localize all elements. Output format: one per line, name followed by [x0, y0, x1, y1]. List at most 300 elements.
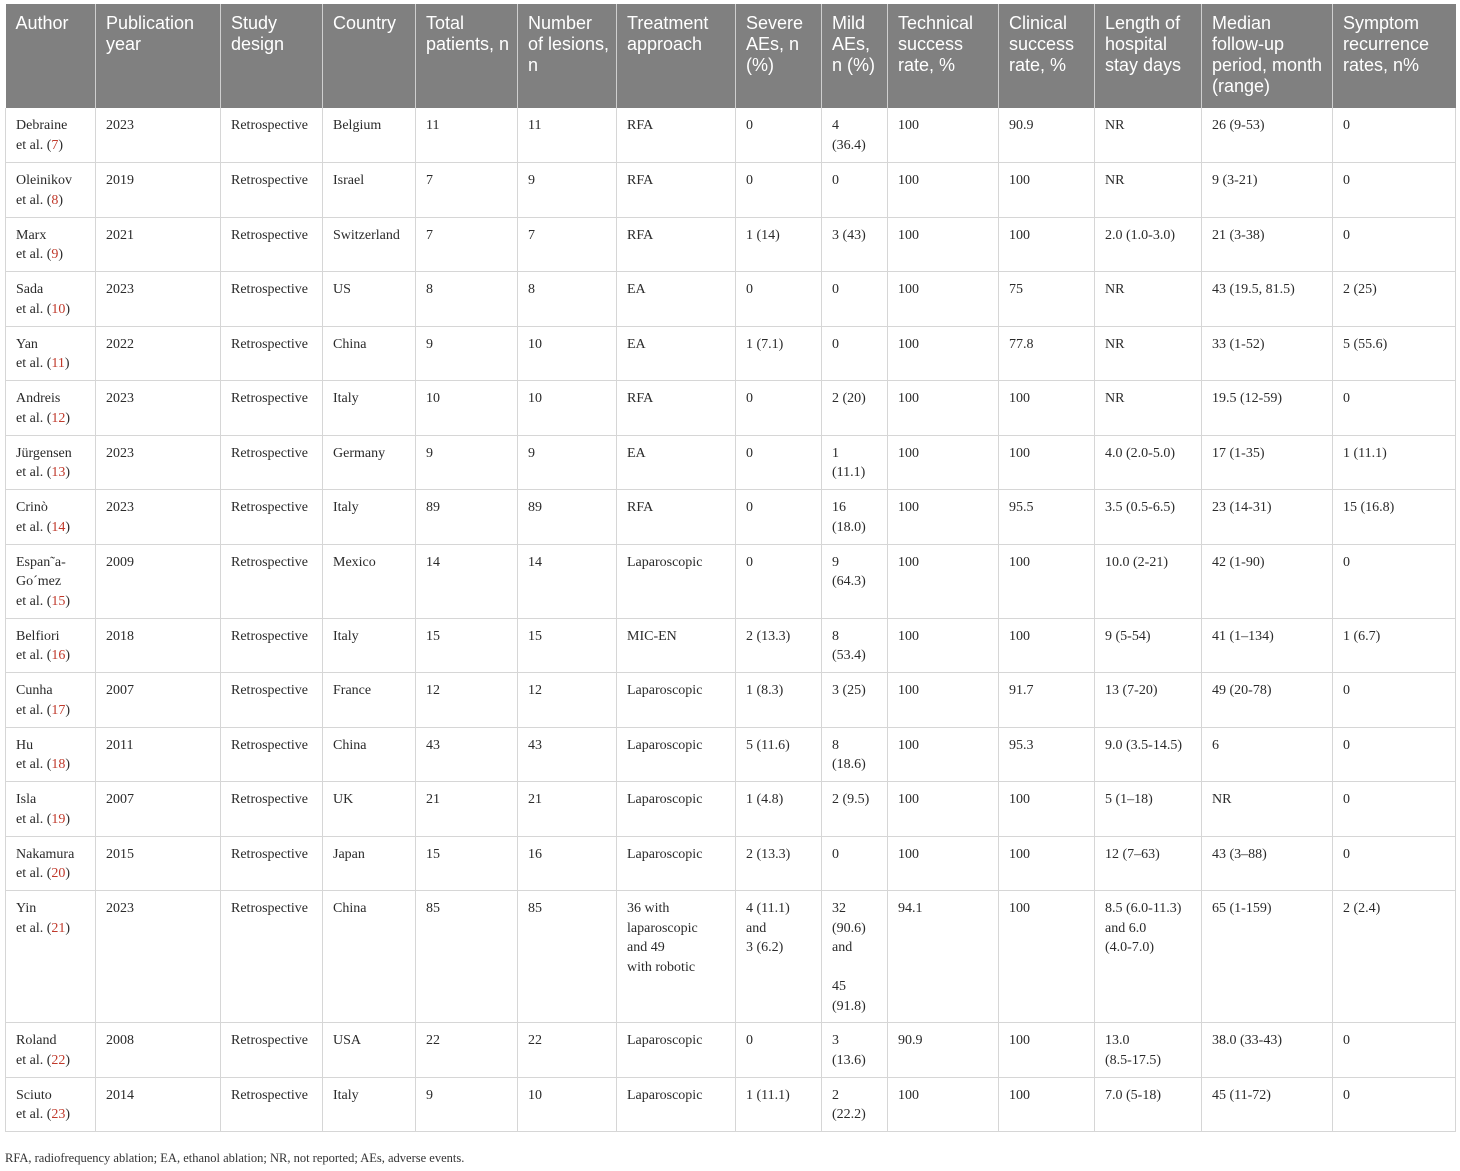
- cell-design: Retrospective: [221, 1077, 323, 1132]
- author-name: Belfiori: [16, 628, 60, 644]
- cell-author: Yin et al. (21): [6, 891, 96, 1023]
- cell-stay: 13.0 (8.5-17.5): [1095, 1023, 1202, 1078]
- cell-author: Jürgensen et al. (13): [6, 435, 96, 490]
- reference-link[interactable]: 11: [51, 356, 65, 371]
- cell-stay: 12 (7–63): [1095, 836, 1202, 891]
- cell-technical: 90.9: [888, 1023, 999, 1078]
- cell-followup: 65 (1-159): [1202, 891, 1333, 1023]
- cell-treatment: MIC-EN: [617, 618, 736, 673]
- cell-author: Espan˜a- Go´mez et al. (15): [6, 544, 96, 618]
- table-row: [6, 381, 1456, 436]
- reference-link[interactable]: 9: [51, 247, 59, 262]
- table-row: [6, 490, 1456, 545]
- cell-year: 2007: [96, 673, 221, 728]
- cell-year: 2018: [96, 618, 221, 673]
- cell-recurrence: 0: [1333, 108, 1456, 163]
- cell-patients: 11: [416, 108, 518, 163]
- author-etal: et al. (: [16, 593, 52, 609]
- cell-followup: 9 (3-21): [1202, 163, 1333, 218]
- cell-design: Retrospective: [221, 544, 323, 618]
- cell-author: Crinò et al. (14): [6, 490, 96, 545]
- cell-clinical: 100: [999, 618, 1095, 673]
- cell-author: Isla et al. (19): [6, 782, 96, 837]
- reference-link[interactable]: 7: [51, 137, 59, 153]
- table-row: [6, 1023, 1456, 1078]
- header-study-design: Study design: [221, 4, 323, 108]
- table-row: [6, 163, 1456, 218]
- cell-treatment: Laparoscopic: [617, 782, 736, 837]
- cell-clinical: 100: [999, 163, 1095, 218]
- cell-year: 2023: [96, 272, 221, 327]
- cell-year: 2023: [96, 490, 221, 545]
- cell-patients: 85: [416, 891, 518, 1023]
- cell-lesions: 16: [518, 836, 617, 891]
- cell-followup: 43 (3–88): [1202, 836, 1333, 891]
- cell-mild: 0: [822, 326, 888, 381]
- author-etal: et al. (: [16, 648, 52, 663]
- cell-mild: 3 (25): [822, 673, 888, 728]
- cell-recurrence: 15 (16.8): [1333, 490, 1456, 545]
- cell-patients: 9: [416, 435, 518, 490]
- reference-link[interactable]: 10: [51, 301, 66, 317]
- cell-technical: 100: [888, 217, 999, 272]
- cell-patients: 43: [416, 727, 518, 782]
- cell-author: Andreis et al. (12): [6, 381, 96, 436]
- cell-country: Italy: [323, 618, 416, 673]
- cell-author: Oleinikov et al. (8): [6, 163, 96, 218]
- cell-treatment: RFA: [617, 108, 736, 163]
- cell-followup: 17 (1-35): [1202, 435, 1333, 490]
- cell-lesions: 8: [518, 272, 617, 327]
- author-name: Crinò: [16, 500, 48, 515]
- author-name: Andreis: [16, 391, 61, 406]
- cell-clinical: 100: [999, 1077, 1095, 1132]
- header-severe-aes: Severe AEs, n (%): [736, 4, 822, 108]
- cell-technical: 100: [888, 163, 999, 218]
- table-row: [6, 544, 1456, 618]
- cell-followup: 26 (9-53): [1202, 108, 1333, 163]
- reference-link[interactable]: 12: [51, 410, 66, 426]
- header-clinical-success: Clinical success rate, %: [999, 4, 1095, 108]
- cell-mild: 0: [822, 836, 888, 891]
- reference-link[interactable]: 18: [51, 757, 66, 772]
- cell-treatment: Laparoscopic: [617, 673, 736, 728]
- cell-country: France: [323, 673, 416, 728]
- cell-followup: 21 (3-38): [1202, 217, 1333, 272]
- cell-year: 2011: [96, 727, 221, 782]
- cell-severe: 0: [736, 544, 822, 618]
- cell-stay: 8.5 (6.0-11.3) and 6.0 (4.0-7.0): [1095, 891, 1202, 1023]
- cell-stay: 5 (1–18): [1095, 782, 1202, 837]
- cell-followup: 23 (14-31): [1202, 490, 1333, 545]
- cell-clinical: 77.8: [999, 326, 1095, 381]
- cell-recurrence: 0: [1333, 1023, 1456, 1078]
- author-etal: et al. (: [16, 920, 52, 936]
- cell-followup: 19.5 (12-59): [1202, 381, 1333, 436]
- cell-country: Israel: [323, 163, 416, 218]
- cell-patients: 14: [416, 544, 518, 618]
- cell-design: Retrospective: [221, 618, 323, 673]
- cell-year: 2015: [96, 836, 221, 891]
- cell-technical: 100: [888, 108, 999, 163]
- cell-author: Nakamura et al. (20): [6, 836, 96, 891]
- cell-lesions: 7: [518, 217, 617, 272]
- cell-recurrence: 0: [1333, 163, 1456, 218]
- cell-treatment: 36 with laparoscopic and 49 with robotic: [617, 891, 736, 1023]
- author-name: Hu: [16, 737, 34, 753]
- table-row: [6, 836, 1456, 891]
- cell-mild: 16 (18.0): [822, 490, 888, 545]
- cell-country: China: [323, 727, 416, 782]
- table-row: [6, 326, 1456, 381]
- cell-country: China: [323, 891, 416, 1023]
- cell-year: 2014: [96, 1077, 221, 1132]
- cell-lesions: 22: [518, 1023, 617, 1078]
- study-characteristics-table: [5, 4, 1456, 1132]
- cell-lesions: 14: [518, 544, 617, 618]
- cell-lesions: 21: [518, 782, 617, 837]
- cell-mild: 8 (18.6): [822, 727, 888, 782]
- cell-stay: NR: [1095, 381, 1202, 436]
- header-technical-success: Technical success rate, %: [888, 4, 999, 108]
- cell-stay: 3.5 (0.5-6.5): [1095, 490, 1202, 545]
- cell-technical: 100: [888, 544, 999, 618]
- cell-clinical: 100: [999, 1023, 1095, 1078]
- reference-link[interactable]: 14: [51, 519, 66, 535]
- cell-author: Belfiori et al. (16): [6, 618, 96, 673]
- cell-severe: 0: [736, 163, 822, 218]
- cell-recurrence: 0: [1333, 782, 1456, 837]
- cell-year: 2023: [96, 108, 221, 163]
- cell-lesions: 10: [518, 326, 617, 381]
- cell-clinical: 75: [999, 272, 1095, 327]
- author-name: Sciuto: [16, 1087, 52, 1103]
- cell-design: Retrospective: [221, 1023, 323, 1078]
- cell-design: Retrospective: [221, 727, 323, 782]
- cell-design: Retrospective: [221, 163, 323, 218]
- cell-severe: 4 (11.1) and 3 (6.2): [736, 891, 822, 1023]
- cell-followup: 49 (20-78): [1202, 673, 1333, 728]
- table-row: [6, 618, 1456, 673]
- author-etal: et al. (: [16, 519, 52, 535]
- table-row: [6, 435, 1456, 490]
- author-name: Yan: [16, 336, 38, 352]
- reference-link[interactable]: 16: [51, 648, 66, 663]
- cell-followup: NR: [1202, 782, 1333, 837]
- cell-patients: 9: [416, 326, 518, 381]
- cell-followup: 33 (1-52): [1202, 326, 1333, 381]
- cell-design: Retrospective: [221, 490, 323, 545]
- cell-clinical: 100: [999, 435, 1095, 490]
- cell-year: 2022: [96, 326, 221, 381]
- cell-stay: 4.0 (2.0-5.0): [1095, 435, 1202, 490]
- author-etal: et al. (: [16, 1052, 52, 1068]
- author-etal: et al. (: [16, 465, 52, 480]
- cell-technical: 100: [888, 1077, 999, 1132]
- author-name: Jürgensen: [16, 445, 72, 461]
- cell-country: Italy: [323, 381, 416, 436]
- cell-stay: 10.0 (2-21): [1095, 544, 1202, 618]
- cell-design: Retrospective: [221, 217, 323, 272]
- cell-author: Cunha et al. (17): [6, 673, 96, 728]
- cell-stay: NR: [1095, 272, 1202, 327]
- cell-mild: 2 (9.5): [822, 782, 888, 837]
- cell-clinical: 95.3: [999, 727, 1095, 782]
- cell-treatment: RFA: [617, 381, 736, 436]
- cell-author: Sciuto et al. (23): [6, 1077, 96, 1132]
- cell-patients: 9: [416, 1077, 518, 1132]
- cell-recurrence: 0: [1333, 1077, 1456, 1132]
- reference-link[interactable]: 17: [51, 702, 66, 718]
- cell-technical: 100: [888, 435, 999, 490]
- author-etal: et al. (: [16, 137, 52, 153]
- cell-lesions: 10: [518, 381, 617, 436]
- cell-year: 2023: [96, 381, 221, 436]
- cell-severe: 0: [736, 272, 822, 327]
- table-footnote: RFA, radiofrequency ablation; EA, ethanol ablation; NR, not reported; AEs, adverse events.: [5, 1151, 465, 1165]
- cell-followup: 6: [1202, 727, 1333, 782]
- author-name: Espan˜a- Go´mez: [16, 554, 66, 589]
- cell-patients: 21: [416, 782, 518, 837]
- author-etal: et al. (: [16, 356, 52, 371]
- author-name: Marx: [16, 227, 47, 243]
- table-row: [6, 108, 1456, 163]
- cell-year: 2009: [96, 544, 221, 618]
- cell-clinical: 100: [999, 782, 1095, 837]
- cell-lesions: 9: [518, 163, 617, 218]
- header-country: Country: [323, 4, 416, 108]
- cell-author: Yan et al. (11): [6, 326, 96, 381]
- cell-recurrence: 0: [1333, 673, 1456, 728]
- cell-country: Japan: [323, 836, 416, 891]
- cell-recurrence: 0: [1333, 836, 1456, 891]
- cell-treatment: EA: [617, 326, 736, 381]
- cell-stay: 2.0 (1.0-3.0): [1095, 217, 1202, 272]
- cell-lesions: 15: [518, 618, 617, 673]
- author-name: Nakamura: [16, 846, 75, 862]
- cell-technical: 100: [888, 272, 999, 327]
- cell-severe: 2 (13.3): [736, 836, 822, 891]
- cell-mild: 2 (22.2): [822, 1077, 888, 1132]
- cell-clinical: 90.9: [999, 108, 1095, 163]
- cell-severe: 1 (14): [736, 217, 822, 272]
- cell-severe: 0: [736, 108, 822, 163]
- study-table-container: [5, 4, 1455, 1132]
- cell-year: 2008: [96, 1023, 221, 1078]
- cell-recurrence: 0: [1333, 217, 1456, 272]
- cell-severe: 1 (7.1): [736, 326, 822, 381]
- cell-severe: 5 (11.6): [736, 727, 822, 782]
- cell-treatment: Laparoscopic: [617, 1023, 736, 1078]
- author-etal: et al. (: [16, 757, 52, 772]
- cell-treatment: RFA: [617, 217, 736, 272]
- cell-country: Italy: [323, 1077, 416, 1132]
- cell-design: Retrospective: [221, 836, 323, 891]
- cell-technical: 94.1: [888, 891, 999, 1023]
- table-row: [6, 891, 1456, 1023]
- reference-link[interactable]: 20: [51, 866, 66, 881]
- cell-technical: 100: [888, 618, 999, 673]
- cell-severe: 1 (8.3): [736, 673, 822, 728]
- reference-link[interactable]: 22: [51, 1052, 66, 1068]
- cell-technical: 100: [888, 836, 999, 891]
- table-body: [6, 108, 1456, 1132]
- cell-patients: 7: [416, 217, 518, 272]
- cell-author: Roland et al. (22): [6, 1023, 96, 1078]
- cell-patients: 8: [416, 272, 518, 327]
- cell-author: Sada et al. (10): [6, 272, 96, 327]
- cell-recurrence: 5 (55.6): [1333, 326, 1456, 381]
- header-number-of-lesions: Number of lesions, n: [518, 4, 617, 108]
- cell-author: Debraine et al. (7): [6, 108, 96, 163]
- cell-mild: 32 (90.6) and 45 (91.8): [822, 891, 888, 1023]
- cell-recurrence: 2 (2.4): [1333, 891, 1456, 1023]
- cell-recurrence: 1 (6.7): [1333, 618, 1456, 673]
- cell-severe: 1 (4.8): [736, 782, 822, 837]
- header-total-patients: Total patients, n: [416, 4, 518, 108]
- cell-technical: 100: [888, 727, 999, 782]
- cell-stay: NR: [1095, 163, 1202, 218]
- cell-clinical: 91.7: [999, 673, 1095, 728]
- cell-technical: 100: [888, 326, 999, 381]
- cell-followup: 42 (1-90): [1202, 544, 1333, 618]
- cell-year: 2019: [96, 163, 221, 218]
- cell-mild: 9 (64.3): [822, 544, 888, 618]
- author-etal: et al. (: [16, 410, 52, 426]
- cell-patients: 15: [416, 618, 518, 673]
- cell-design: Retrospective: [221, 326, 323, 381]
- cell-mild: 3 (43): [822, 217, 888, 272]
- cell-severe: 0: [736, 490, 822, 545]
- author-etal: et al. (: [16, 301, 52, 317]
- cell-country: USA: [323, 1023, 416, 1078]
- cell-technical: 100: [888, 673, 999, 728]
- author-etal: et al. (: [16, 866, 52, 881]
- cell-country: Belgium: [323, 108, 416, 163]
- cell-patients: 12: [416, 673, 518, 728]
- cell-mild: 1 (11.1): [822, 435, 888, 490]
- cell-patients: 7: [416, 163, 518, 218]
- author-etal: et al. (: [16, 811, 52, 827]
- cell-treatment: Laparoscopic: [617, 1077, 736, 1132]
- cell-lesions: 12: [518, 673, 617, 728]
- cell-stay: 9.0 (3.5-14.5): [1095, 727, 1202, 782]
- reference-link[interactable]: 19: [51, 811, 66, 827]
- cell-recurrence: 0: [1333, 544, 1456, 618]
- reference-link[interactable]: 15: [51, 593, 66, 609]
- cell-severe: 0: [736, 381, 822, 436]
- cell-stay: NR: [1095, 326, 1202, 381]
- cell-clinical: 100: [999, 381, 1095, 436]
- cell-year: 2007: [96, 782, 221, 837]
- cell-country: Mexico: [323, 544, 416, 618]
- cell-severe: 2 (13.3): [736, 618, 822, 673]
- cell-country: Italy: [323, 490, 416, 545]
- author-name: Roland: [16, 1033, 57, 1048]
- cell-treatment: Laparoscopic: [617, 836, 736, 891]
- table-row: [6, 673, 1456, 728]
- cell-country: Switzerland: [323, 217, 416, 272]
- cell-severe: 1 (11.1): [736, 1077, 822, 1132]
- author-etal: et al. (: [16, 192, 52, 208]
- cell-country: China: [323, 326, 416, 381]
- reference-link[interactable]: 13: [51, 465, 66, 480]
- header-row: [6, 4, 1456, 108]
- author-name: Oleinikov: [16, 173, 72, 188]
- cell-followup: 45 (11-72): [1202, 1077, 1333, 1132]
- cell-stay: NR: [1095, 108, 1202, 163]
- author-etal: et al. (: [16, 702, 52, 718]
- cell-stay: 7.0 (5-18): [1095, 1077, 1202, 1132]
- cell-lesions: 89: [518, 490, 617, 545]
- author-name: Sada: [16, 282, 44, 297]
- cell-technical: 100: [888, 381, 999, 436]
- cell-author: Hu et al. (18): [6, 727, 96, 782]
- cell-technical: 100: [888, 490, 999, 545]
- reference-link[interactable]: 8: [51, 192, 59, 208]
- table-row: [6, 272, 1456, 327]
- cell-treatment: EA: [617, 435, 736, 490]
- cell-recurrence: 1 (11.1): [1333, 435, 1456, 490]
- cell-country: Germany: [323, 435, 416, 490]
- cell-treatment: Laparoscopic: [617, 544, 736, 618]
- cell-recurrence: 2 (25): [1333, 272, 1456, 327]
- cell-mild: 2 (20): [822, 381, 888, 436]
- cell-technical: 100: [888, 782, 999, 837]
- cell-mild: 4 (36.4): [822, 108, 888, 163]
- cell-followup: 43 (19.5, 81.5): [1202, 272, 1333, 327]
- cell-design: Retrospective: [221, 673, 323, 728]
- author-name: Isla: [16, 792, 37, 807]
- cell-patients: 15: [416, 836, 518, 891]
- cell-treatment: EA: [617, 272, 736, 327]
- cell-clinical: 100: [999, 836, 1095, 891]
- cell-author: Marx et al. (9): [6, 217, 96, 272]
- table-row: [6, 217, 1456, 272]
- cell-clinical: 100: [999, 544, 1095, 618]
- cell-mild: 0: [822, 272, 888, 327]
- reference-link[interactable]: 23: [51, 1107, 66, 1122]
- cell-mild: 8 (53.4): [822, 618, 888, 673]
- cell-design: Retrospective: [221, 782, 323, 837]
- reference-link[interactable]: 21: [51, 920, 66, 936]
- header-publication-year: Publication year: [96, 4, 221, 108]
- cell-clinical: 100: [999, 891, 1095, 1023]
- cell-design: Retrospective: [221, 381, 323, 436]
- cell-patients: 10: [416, 381, 518, 436]
- header-symptom-recurrence: Symptom recurrence rates, n%: [1333, 4, 1456, 108]
- cell-lesions: 43: [518, 727, 617, 782]
- cell-followup: 41 (1–134): [1202, 618, 1333, 673]
- cell-stay: 9 (5-54): [1095, 618, 1202, 673]
- table-row: [6, 727, 1456, 782]
- header-mild-aes: Mild AEs, n (%): [822, 4, 888, 108]
- cell-lesions: 10: [518, 1077, 617, 1132]
- author-name: Debraine: [16, 118, 68, 133]
- author-name: Yin: [16, 901, 37, 916]
- cell-treatment: Laparoscopic: [617, 727, 736, 782]
- cell-mild: 0: [822, 163, 888, 218]
- cell-country: UK: [323, 782, 416, 837]
- cell-clinical: 100: [999, 217, 1095, 272]
- header-author: Author: [6, 4, 96, 108]
- cell-mild: 3 (13.6): [822, 1023, 888, 1078]
- table-row: [6, 1077, 1456, 1132]
- cell-year: 2021: [96, 217, 221, 272]
- author-name: Cunha: [16, 683, 53, 698]
- cell-year: 2023: [96, 435, 221, 490]
- header-hospital-stay: Length of hospital stay days: [1095, 4, 1202, 108]
